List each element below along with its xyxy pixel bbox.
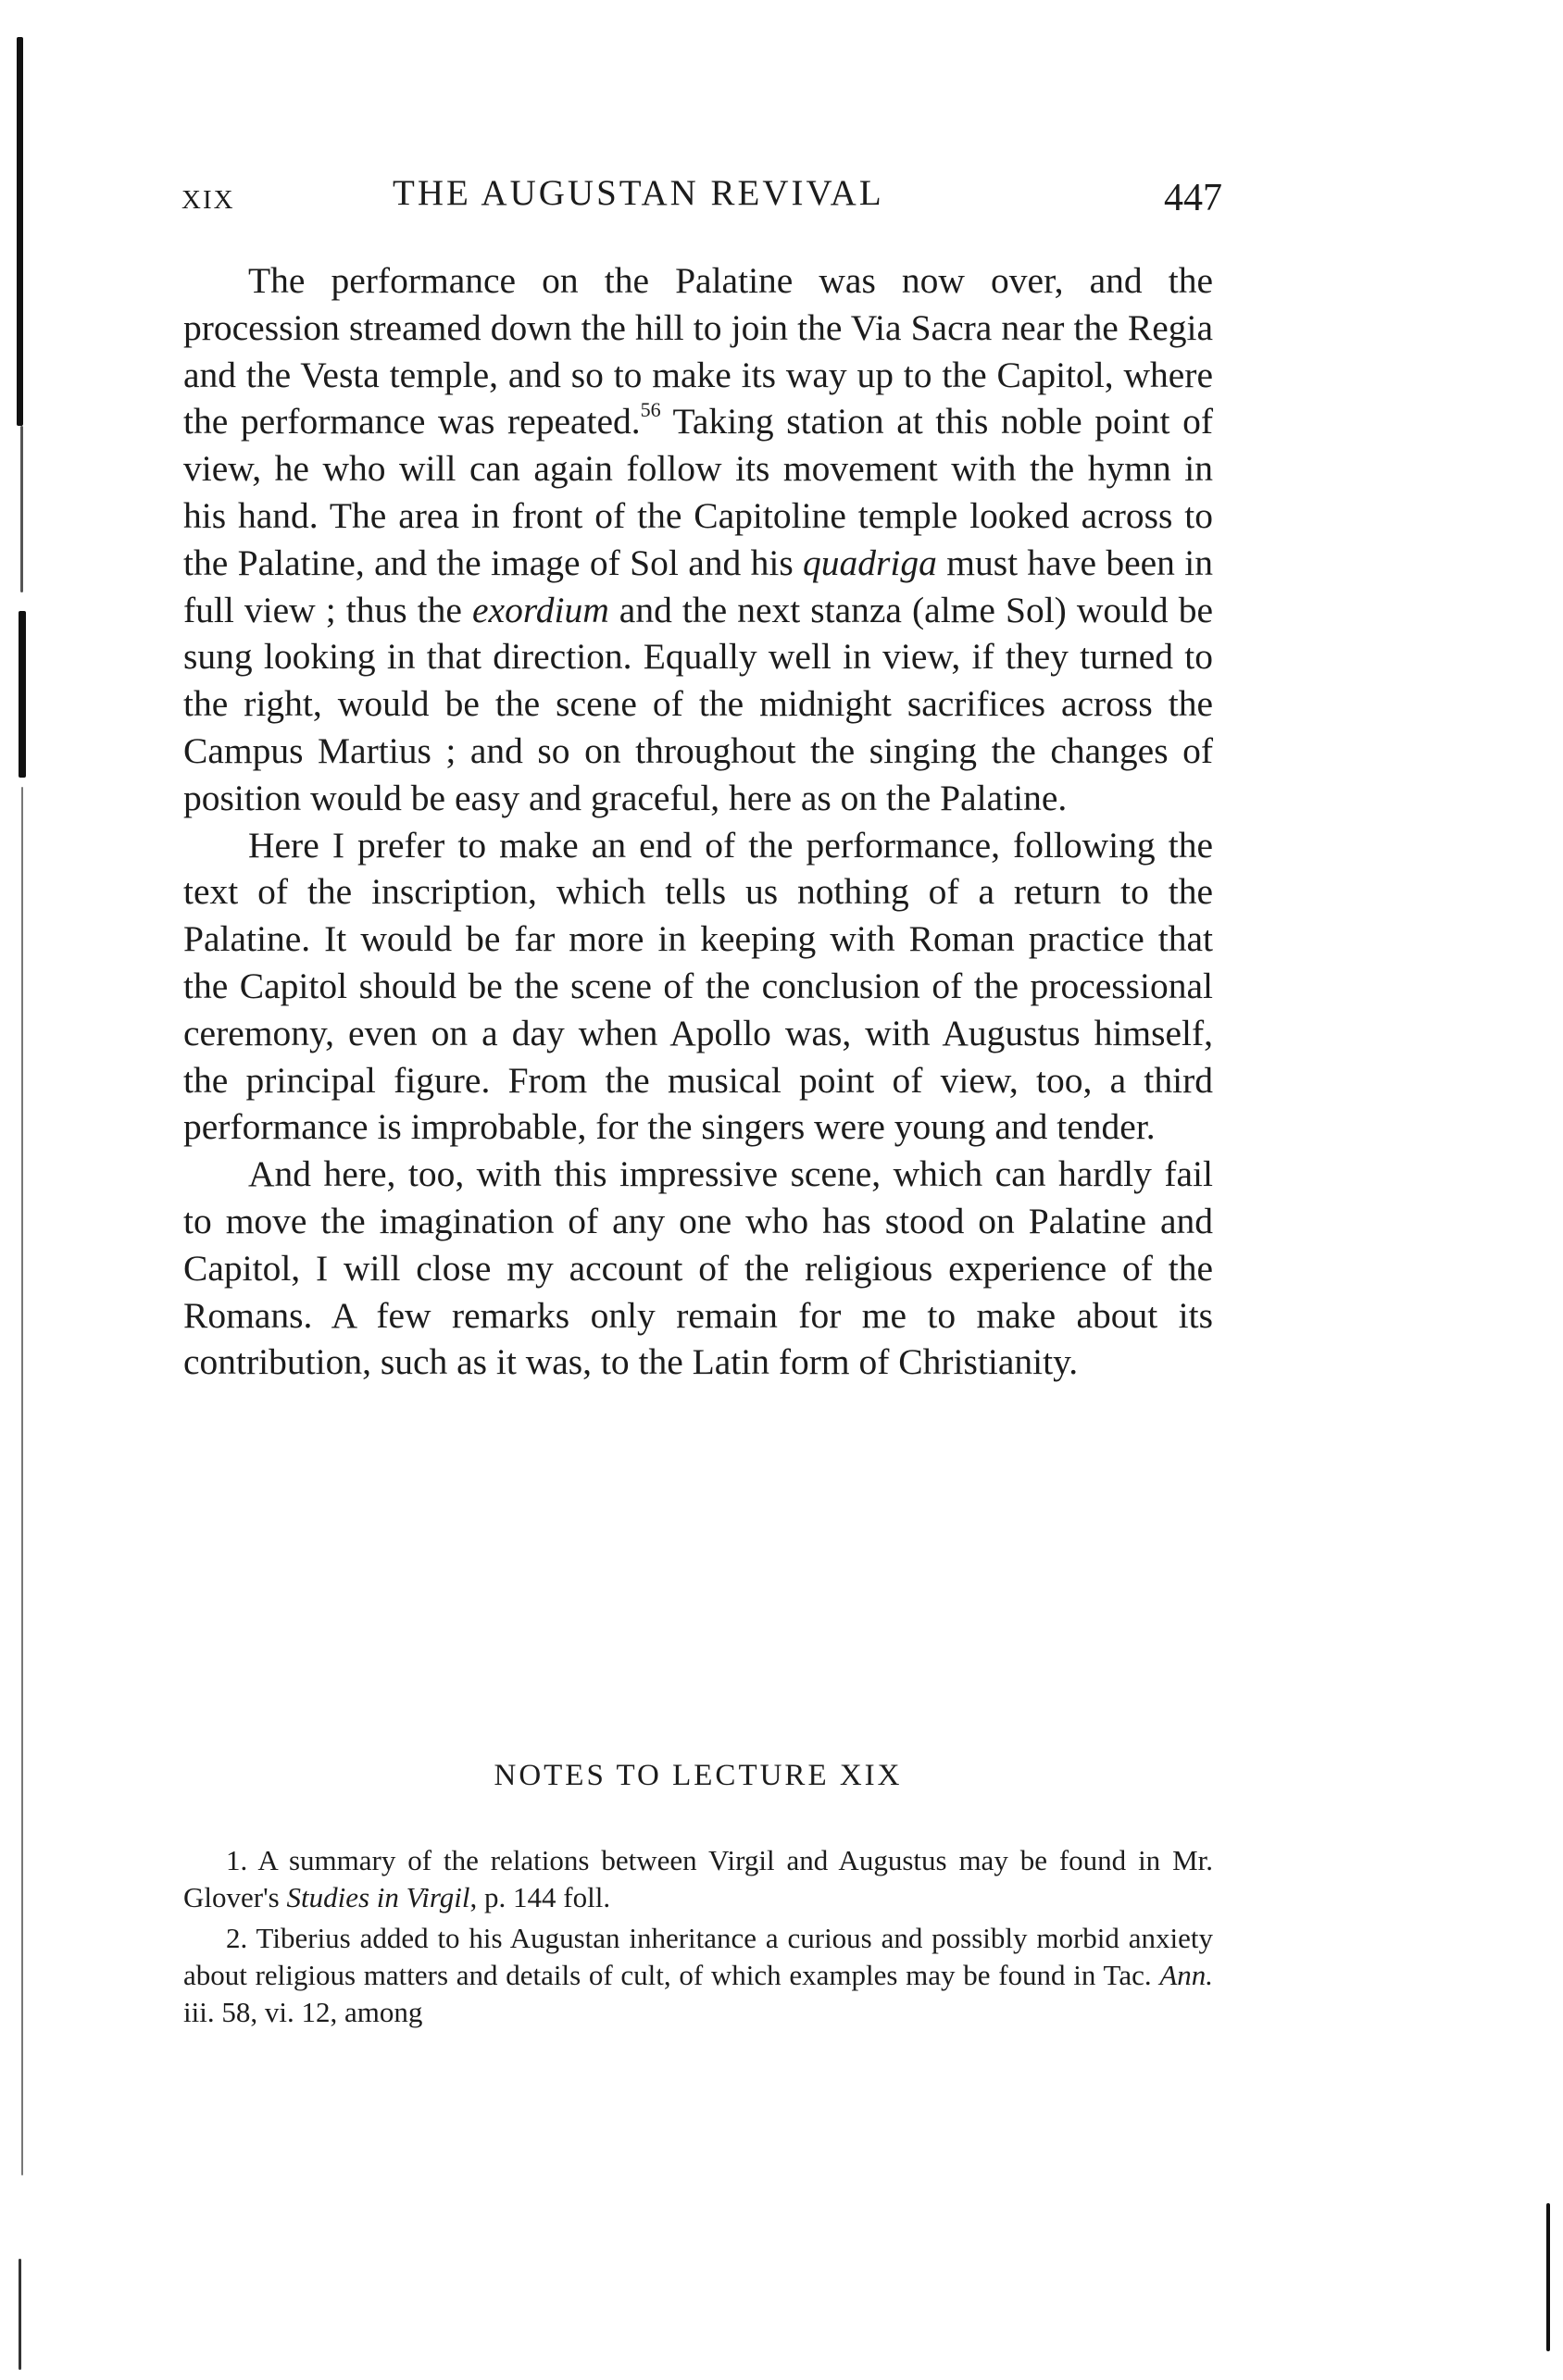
page-number: 447 xyxy=(1164,177,1222,219)
note-item xyxy=(183,1842,1213,1916)
note-item xyxy=(183,1920,1213,2031)
notes-heading: NOTES TO LECTURE XIX xyxy=(494,1759,903,1792)
body-text xyxy=(183,257,1213,1386)
note-number: 1. xyxy=(226,1844,248,1876)
italic-title: Ann. xyxy=(1159,1959,1213,1991)
note-text: Tiberius added to his Augustan inheritance a curious and possibly morbid anxiety about religious matters and details of cult, of which examples may be found in Tac. xyxy=(183,1922,1213,1991)
note-text: iii. 58, vi. 12, among xyxy=(183,1996,423,2028)
paragraph-text: and the next stanza (alme Sol) would be sung looking in that direction. Equally well in view, if they turned to the right, would be the scene of the midnight sacrifices across the Campus Martius ; and so on throughout the singing the changes of position would be easy and graceful, here as on the Palatine. xyxy=(183,589,1213,818)
scan-edge-mark xyxy=(17,37,23,426)
note-text: , p. 144 foll. xyxy=(469,1881,611,1913)
running-title: THE AUGUSTAN REVIVAL xyxy=(393,173,884,213)
footnote-reference: 56 xyxy=(640,398,661,422)
paragraph-text: The performance on the Palatine was now over, and the procession streamed down the hill to join the Via Sacra near the Regia and the Vesta temple, and so to make its way up to the Capitol, where the performance was repeated. xyxy=(183,260,1213,442)
italic-term: quadriga xyxy=(803,542,937,583)
note-text: A summary of the relations between Virgil and Augustus may be found in Mr. Glover's xyxy=(183,1844,1213,1913)
paragraph-text: Taking station at this noble point of view, he who will can again follow its movement with the hymn in his hand. The area in front of the Capitoline temple looked across to the Palatine, and the image of Sol and his xyxy=(183,401,1213,583)
paragraph-text: must have been in full view ; thus the xyxy=(183,542,1213,630)
italic-title: Studies in Virgil xyxy=(286,1881,470,1913)
scan-edge-mark xyxy=(19,611,26,778)
chapter-number: XIX xyxy=(181,185,235,215)
paragraph: Here I prefer to make an end of the performance, following the text of the inscription, which tells us nothing of a return to the Palatine. It would be far more in keeping with Roman practice that the Capitol should be the scene of the conclusion of the processional ceremony, even on a day when Apollo was, with Augustus himself, the principal figure. From the musical point of view, too, a third performance is improbable, for the singers were young and tender. xyxy=(183,824,1213,1148)
scan-edge-mark xyxy=(1546,2203,1550,2351)
scan-edge-mark xyxy=(21,787,23,2175)
paragraph: And here, too, with this impressive scene, which can hardly fail to move the imagination of any one who has stood on Palatine and Capitol, I will close my account of the religious experience of the Romans. A few remarks only remain for me to make about its contribution, such as it was, to the Latin form of Christianity. xyxy=(183,1153,1213,1383)
running-head xyxy=(181,172,1222,228)
notes-section xyxy=(183,1842,1213,2035)
scan-edge-mark xyxy=(20,426,23,592)
scan-edge-mark xyxy=(19,2259,21,2370)
italic-term: exordium xyxy=(472,589,609,630)
note-number: 2. xyxy=(226,1922,248,1954)
paragraph xyxy=(183,257,1213,822)
